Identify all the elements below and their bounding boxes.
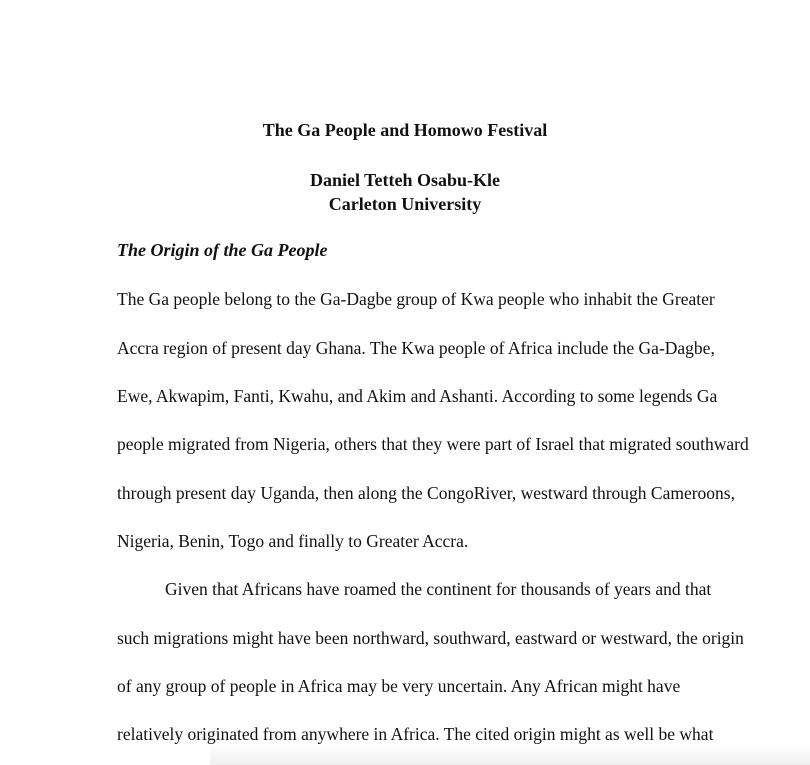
document-title: The Ga People and Homowo Festival [262,120,548,140]
paragraph-line: Accra region of present day Ghana. The Kwa people of Africa include the Ga-Dagbe, [117,338,715,358]
author-block [0,168,810,216]
paragraph-line: of any group of people in Africa may be very uncertain. Any African might have [117,676,681,696]
author-name: Daniel Tetteh Osabu-Kle [309,170,501,190]
paragraph-line: Given that Africans have roamed the continent for thousands of years and that [165,579,712,599]
paragraph-line: people migrated from Nigeria, others that they were part of Israel that migrated southward [117,434,749,454]
paragraph-line: The Ga people belong to the Ga-Dagbe group of Kwa people who inhabit the Greater [117,289,715,309]
paragraph-line: relatively originated from anywhere in Africa. The cited origin might as well be what [117,724,714,744]
paragraph-line: Ewe, Akwapim, Fanti, Kwahu, and Akim and Ashanti. According to some legends Ga [117,386,718,406]
author-affiliation: Carleton University [328,194,482,214]
paragraph-line: Nigeria, Benin, Togo and finally to Greater Accra. [117,531,469,551]
paragraph-line: through present day Uganda, then along the CongoRiver, westward through Cameroons, [117,483,735,503]
paragraph-line: such migrations might have been northward, southward, eastward or westward, the origin [117,628,744,648]
section-heading: The Origin of the Ga People [117,240,328,260]
page-shadow [210,745,810,765]
